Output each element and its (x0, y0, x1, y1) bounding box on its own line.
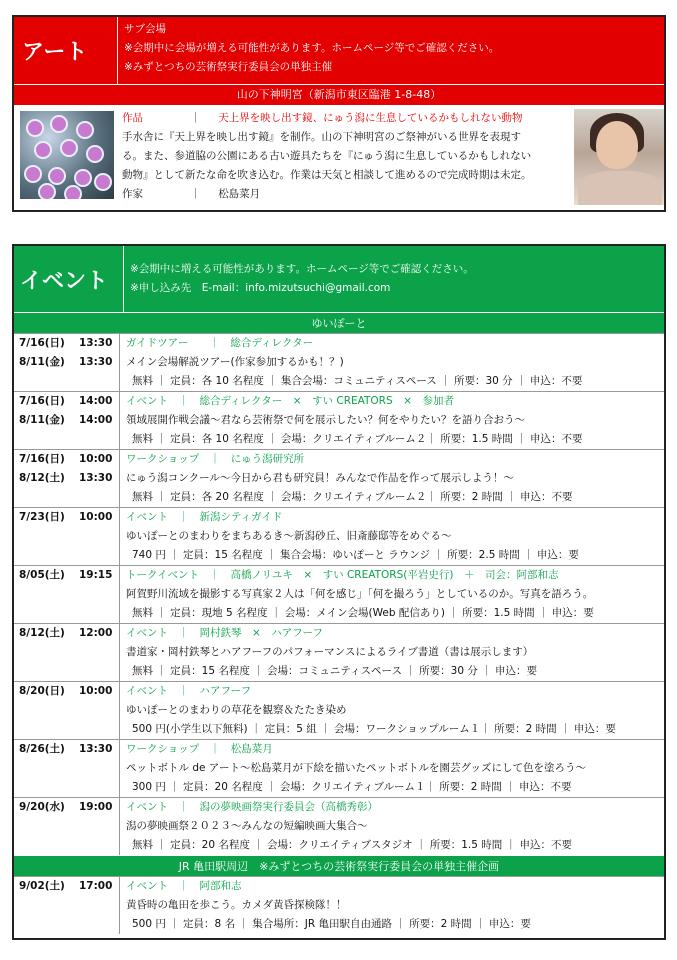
event-title-line: メイン会場解説ツアー(作家参加するかも！？) (126, 356, 344, 368)
event-detail: 500 円 ｜ 定員：8 名 ｜ 集合場所：JR 亀田駅自由通路 ｜ 所要：2 時間 ｜ 申込：要 (132, 918, 531, 930)
event-kind: イベント ｜ 潟の夢映画祭実行委員会（高橋秀彰） (126, 801, 378, 813)
event-dates (14, 740, 120, 797)
event-dates (14, 682, 120, 739)
event-detail: 500 円(小学生以下無料) ｜ 定員：5 組 ｜ 会場：ワークショップルーム１｜ 所要：2 時間 ｜ 申込：要 (132, 723, 616, 735)
separator: ｜ (190, 112, 201, 124)
event-time: 12:00 (79, 627, 113, 639)
event-row (14, 565, 664, 623)
event-title-line: ゆいぽーとのまわりをまちあるき～新潟砂丘、旧斎藤邸等をめぐる～ (126, 530, 452, 542)
event-date: 8/11(金) (19, 414, 65, 426)
event-date: 7/23(日) (19, 511, 65, 523)
event-detail: 無料 ｜ 定員：現地 5 名程度 ｜ 会場：メイン会場(Web 配信あり) ｜ 所要：1.5 時間 ｜ 申込：要 (132, 607, 594, 619)
art-header (14, 17, 664, 84)
venue-band: ゆいぽーと (14, 312, 664, 333)
event-kind: イベント ｜ ハアフーフ (126, 685, 252, 697)
event-kind: イベント ｜ 総合ディレクター × すい CREATORS × 参加者 (126, 395, 454, 407)
event-note: ※会期中に増える可能性があります。ホームページ等でご確認ください。 (130, 263, 474, 275)
art-title: アート (14, 17, 118, 84)
artist-name: 松島菜月 (218, 188, 261, 200)
event-title-line: ゆいぽーとのまわりの草花を観察＆たたき染め (126, 704, 347, 716)
work-label: 作品 (122, 112, 143, 124)
event-dates (14, 450, 120, 507)
event-detail: 無料 ｜ 定員：各 20 名程度 ｜ 会場：クリエイティブルーム２｜ 所要：2 時間 ｜ 申込：不要 (132, 491, 573, 503)
description-line: る。また、参道脇の公園にある古い遊具たちを『にゅう潟に生息しているかもしれない (122, 150, 532, 162)
event-row (14, 623, 664, 681)
event-date: 7/16(日) (19, 395, 65, 407)
event-row (14, 681, 664, 739)
event-header (14, 246, 664, 312)
work-title: 天上界を映し出す鏡、にゅう潟に生息しているかもしれない動物 (218, 112, 523, 124)
event-detail: 無料 ｜ 定員：20 名程度 ｜ 会場：クリエイティブスタジオ ｜ 所要：1.5 時間 ｜ 申込：不要 (132, 839, 572, 851)
separator: ｜ (190, 188, 201, 200)
event-time: 14:00 (79, 414, 113, 426)
event-detail: 無料 ｜ 定員：各 10 名程度 ｜ 会場：クリエイティブルーム２｜ 所要：1.5 時間 ｜ 申込：不要 (132, 433, 583, 445)
event-title-line: ペットボトル de アート～松島菜月が下絵を描いたペットボトルを園芸グッズにして色を塗ろう～ (126, 762, 586, 774)
art-notes (118, 17, 664, 84)
event-time: 13:30 (79, 356, 113, 368)
event-time: 13:30 (79, 472, 113, 484)
event-row (14, 333, 664, 391)
event-date: 9/20(水) (19, 801, 65, 813)
event-dates (14, 392, 120, 449)
event-kind: ワークショップ ｜ 松島菜月 (126, 743, 273, 755)
event-time: 17:00 (79, 880, 113, 892)
event-title: イベント (14, 246, 124, 312)
event-dates (14, 566, 120, 623)
event-time: 13:30 (79, 337, 113, 349)
art-note: サブ会場 (124, 23, 166, 35)
description-line: 動物』として新たな命を吹き込む。作業は天気と相談して進めるので完成時期は未定。 (122, 169, 532, 181)
art-note: ※会期中に会場が増える可能性があります。ホームページ等でご確認ください。 (124, 42, 500, 54)
event-row (14, 797, 664, 855)
event-title-line: 阿賀野川流域を撮影する写真家２人は「何を感じ」「何を撮ろう」としているのか。写真を語ろう。 (126, 588, 594, 600)
event-row (14, 876, 664, 934)
event-time: 13:30 (79, 743, 113, 755)
event-dates (14, 508, 120, 565)
venue-band: JR 亀田駅周辺 ※みずとつちの芸術祭実行委員会の単独主催企画 (14, 855, 664, 876)
event-detail: 無料 ｜ 定員：各 10 名程度 ｜ 集合会場：コミュニティスペース ｜ 所要：30 分 ｜ 申込：不要 (132, 375, 583, 387)
event-time: 19:15 (79, 569, 113, 581)
event-row (14, 507, 664, 565)
event-time: 10:00 (79, 511, 113, 523)
event-date: 8/12(土) (19, 472, 65, 484)
event-title-line: 潟の夢映画祭２０２３～みんなの短編映画大集合～ (126, 820, 368, 832)
art-venue: 山の下神明宮（新潟市東区臨港 1-8-48） (14, 84, 664, 105)
event-date: 8/26(土) (19, 743, 65, 755)
event-detail: 740 円 ｜ 定員：15 名程度 ｜ 集合会場：ゆいぽーと ラウンジ ｜ 所要：2.5 時間 ｜ 申込：要 (132, 549, 579, 561)
event-kind: イベント ｜ 新潟シティガイド (126, 511, 283, 523)
event-kind: ガイドツアー ｜ 総合ディレクター (126, 337, 314, 349)
event-time: 19:00 (79, 801, 113, 813)
event-detail: 300 円 ｜ 定員：20 名程度 ｜ 会場：クリエイティブルーム１｜ 所要：2 時間 ｜ 申込：不要 (132, 781, 572, 793)
event-list (14, 312, 664, 934)
event-section (12, 244, 666, 940)
artist-line (122, 185, 572, 204)
event-dates (14, 334, 120, 391)
event-date: 8/05(土) (19, 569, 65, 581)
artist-photo (574, 109, 664, 205)
event-notes (124, 246, 664, 312)
event-title-line: 黄昏時の亀田を歩こう。カメダ黄昏探検隊！！ (126, 899, 347, 911)
event-row (14, 391, 664, 449)
artist-label: 作家 (122, 188, 143, 200)
event-date: 9/02(土) (19, 880, 65, 892)
event-title-line: にゅう潟コンクール～今日から君も研究員！みんなで作品を作って展示しよう！～ (126, 472, 514, 484)
event-time: 10:00 (79, 453, 113, 465)
event-dates (14, 798, 120, 855)
artwork-photo (20, 111, 114, 199)
art-text (122, 109, 572, 204)
art-note: ※みずとつちの芸術祭実行委員会の単独主催 (124, 61, 333, 73)
event-kind: トークイベント ｜ 高橋ノリユキ × すい CREATORS(平岩史行) ＋ 司会：阿部和志 (126, 569, 559, 581)
event-detail: 無料 ｜ 定員：15 名程度 ｜ 会場：コミュニティスペース ｜ 所要：30 分 ｜ 申込：要 (132, 665, 538, 677)
event-kind: ワークショップ ｜ にゅう潟研究所 (126, 453, 305, 465)
description-line: 手水舎に『天上界を映し出す鏡』を制作。山の下神明宮のご祭神がいる世界を表現す (122, 131, 521, 143)
event-row (14, 739, 664, 797)
event-dates (14, 624, 120, 681)
art-body (14, 105, 664, 211)
event-title-line: 領域展開作戦会議～君なら芸術祭で何を展示したい？何をやりたい？を語り合おう～ (126, 414, 525, 426)
event-row (14, 449, 664, 507)
event-kind: イベント ｜ 岡村鉄琴 × ハアフーフ (126, 627, 323, 639)
event-date: 8/12(土) (19, 627, 65, 639)
event-time: 10:00 (79, 685, 113, 697)
art-section (12, 15, 666, 212)
event-time: 14:00 (79, 395, 113, 407)
event-date: 8/20(日) (19, 685, 65, 697)
event-title-line: 書道家・岡村鉄琴とハアフーフのパフォーマンスによるライブ書道（書は展示します） (126, 646, 534, 658)
work-line (122, 109, 572, 128)
event-kind: イベント ｜ 阿部和志 (126, 880, 242, 892)
event-date: 8/11(金) (19, 356, 65, 368)
event-date: 7/16(日) (19, 453, 65, 465)
event-note: ※申し込み先 E-mail：info.mizutsuchi@gmail.com (130, 282, 391, 294)
event-date: 7/16(日) (19, 337, 65, 349)
event-dates (14, 877, 120, 934)
